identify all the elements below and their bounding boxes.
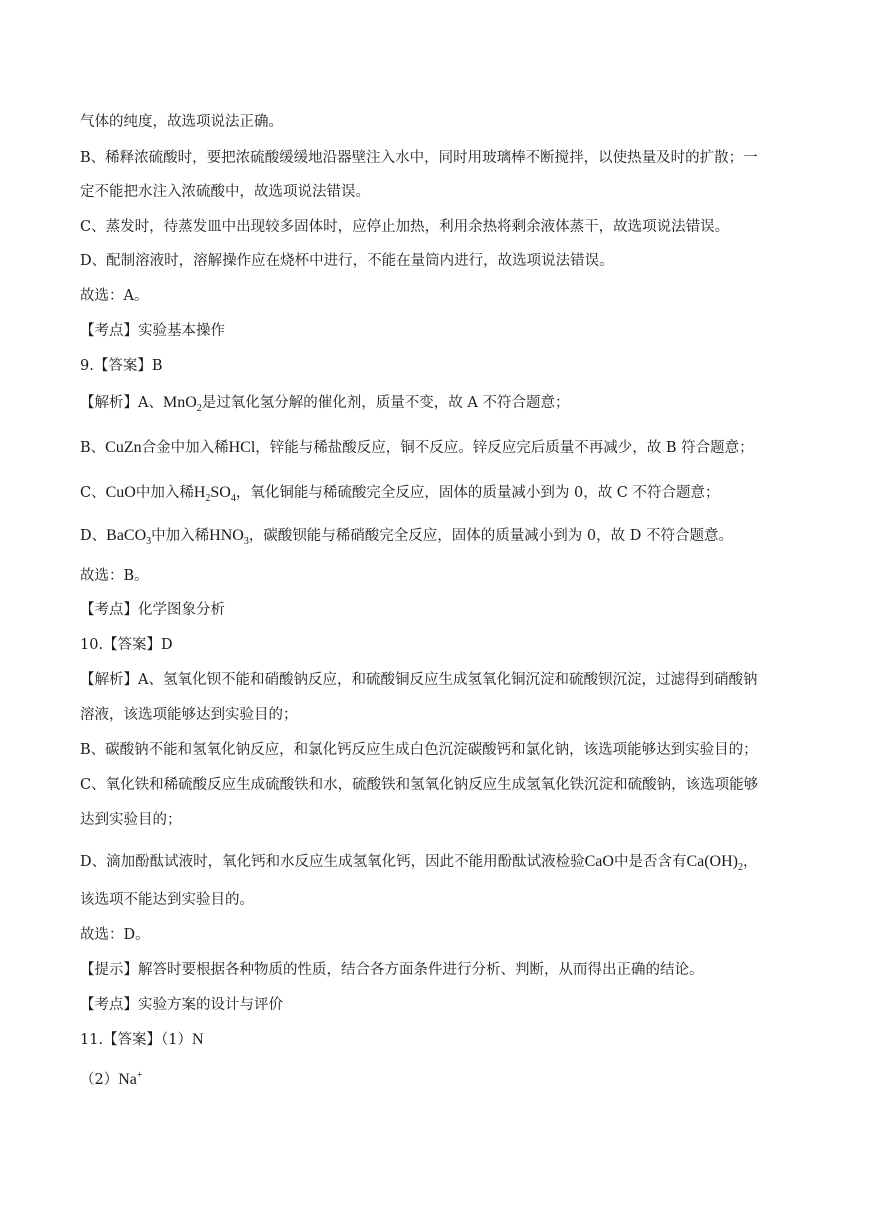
subscript: 2	[738, 862, 743, 873]
text-run: （2）	[80, 1072, 119, 1088]
answer-heading: 9.【答案】B	[80, 358, 163, 374]
chem-formula	[162, 394, 202, 414]
formula-text: MnO	[162, 394, 197, 411]
text-line: 故选：D。	[80, 927, 150, 943]
formula-text: H	[193, 484, 206, 501]
chem-formula	[209, 527, 249, 547]
formula-text: BaCO	[106, 527, 147, 544]
tip-line: 【提示】解答时要根据各种物质的性质，结合各方面条件进行分析、判断，从而得出正确的结论。	[80, 962, 704, 978]
text-line: C、氧化铁和稀硫酸反应生成硫酸铁和水，硫酸铁和氢氧化钠反应生成氢氧化铁沉淀和硫酸钠，该选项能够	[80, 777, 759, 793]
answer-heading: 10.【答案】D	[80, 637, 173, 653]
chem-formula: HCl	[228, 439, 256, 456]
analysis-line	[80, 393, 790, 415]
text-run: 中加入稀	[135, 485, 194, 501]
text-run: ，锌能与稀盐酸反应，铜不反应。锌反应完后质量不再减少，故 B 符合题意；	[255, 440, 754, 456]
text-line: 溶液，该选项能够达到实验目的；	[80, 707, 298, 723]
subscript: 4	[230, 493, 236, 504]
superscript: +	[136, 1070, 143, 1081]
keypoint-line: 【考点】实验方案的设计与评价	[80, 997, 283, 1013]
text-run: ，氧化铜能与稀硫酸完全反应，固体的质量减小到为 0，故 C 不符合题意；	[235, 485, 720, 501]
chem-formula	[118, 1071, 142, 1088]
text-line: 达到实验目的；	[80, 812, 182, 828]
text-run: 是过氧化氢分解的催化剂，质量不变，故 A 不符合题意；	[201, 395, 570, 411]
text-run: 中是否含有	[613, 854, 687, 870]
subscript: 3	[146, 536, 152, 547]
answer-heading	[80, 1030, 790, 1052]
text-line: 【解析】A、氢氧化钡不能和硝酸钠反应，和硫酸铜反应生成氢氧化铜沉淀和硫酸钡沉淀，过滤得到硝酸钠	[80, 672, 758, 688]
keypoint-line: 【考点】实验基本操作	[80, 323, 225, 339]
chem-formula: N	[192, 1031, 204, 1048]
text-run: 合金中加入稀	[141, 440, 229, 456]
chem-formula	[686, 853, 743, 873]
chem-formula	[106, 527, 152, 547]
analysis-line	[80, 438, 790, 460]
text-line: 故选：B。	[80, 568, 149, 584]
chem-formula	[193, 484, 236, 504]
formula-text: Ca(OH)	[686, 853, 738, 870]
formula-text: HNO	[209, 527, 244, 544]
chem-formula: CuO	[105, 484, 136, 501]
subscript: 3	[243, 536, 249, 547]
text-run: 11.【答案】（1）	[80, 1032, 193, 1048]
analysis-line	[80, 526, 790, 548]
text-line: D、配制溶液时，溶解操作应在烧杯中进行，不能在量筒内进行，故选项说法错误。	[80, 253, 614, 269]
text-line: 故选：A。	[80, 288, 149, 304]
formula-text: Na	[118, 1071, 137, 1088]
text-line: C、蒸发时，待蒸发皿中出现较多固体时，应停止加热，利用余热将剩余液体蒸干，故选项说法错误。	[80, 219, 730, 235]
text-run: ，	[743, 854, 758, 870]
text-line: B、稀释浓硫酸时，要把浓硫酸缓缓地沿器壁注入水中，同时用玻璃棒不断搅拌，以使热量及时的扩散；一	[80, 150, 758, 166]
text-run: B、	[80, 440, 106, 456]
analysis-line	[80, 852, 790, 874]
text-line: 定不能把水注入浓硫酸中，故选项说法错误。	[80, 184, 370, 200]
text-run: C、	[80, 485, 106, 501]
answer-line	[80, 1066, 790, 1088]
keypoint-line: 【考点】化学图象分析	[80, 602, 225, 618]
chem-formula: CaO	[584, 853, 614, 870]
text-line: 该选项不能达到实验目的。	[80, 892, 254, 908]
text-run: ，碳酸钡能与稀硝酸完全反应，固体的质量减小到为 0，故 D 不符合题意。	[248, 528, 733, 544]
text-run: 【解析】A、	[80, 395, 163, 411]
analysis-line	[80, 483, 790, 505]
text-run: 中加入稀	[151, 528, 210, 544]
text-line: B、碳酸钠不能和氢氧化钠反应，和氯化钙反应生成白色沉淀碳酸钙和氯化钠，该选项能够达到实验目的；	[80, 742, 758, 758]
formula-text: SO	[210, 484, 231, 501]
chem-formula: CuZn	[105, 439, 142, 456]
text-run: D、滴加酚酞试液时，氧化钙和水反应生成氢氧化钙，因此不能用酚酞试液检验	[80, 854, 585, 870]
subscript: 2	[205, 493, 211, 504]
text-line: 气体的纯度，故选项说法正确。	[80, 114, 283, 130]
text-run: D、	[80, 528, 107, 544]
subscript: 2	[196, 403, 202, 414]
